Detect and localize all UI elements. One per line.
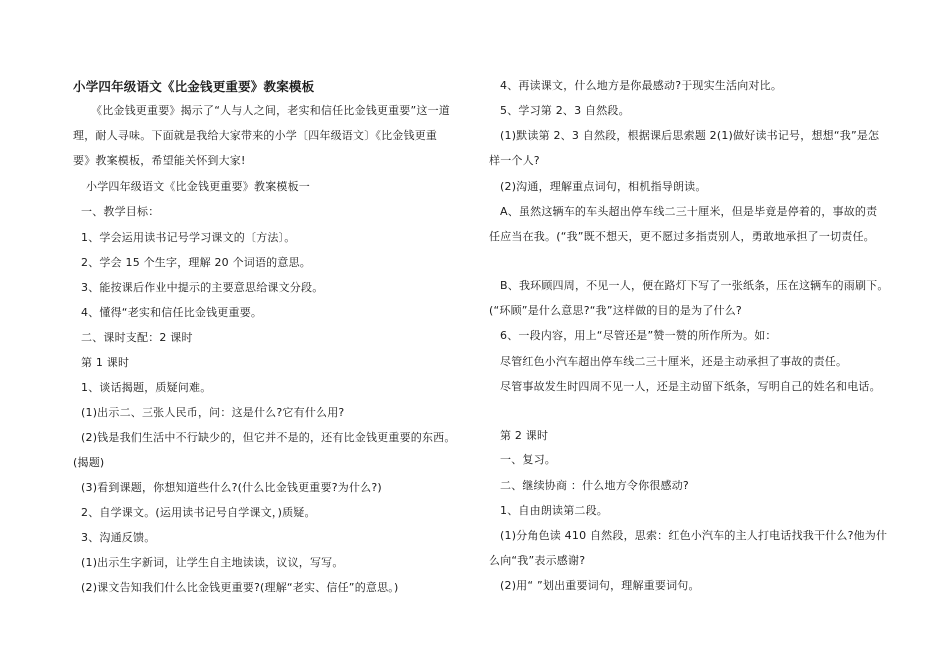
paragraph-line: (2)用“ ”划出重要词句，理解重要词句。 bbox=[500, 579, 700, 592]
paragraph-line: (1)出示二、三张人民币，问：这是什么?它有什么用? bbox=[81, 406, 345, 419]
paragraph-line: 一、教学目标： bbox=[81, 205, 160, 218]
paragraph-line: 1、谈话揭题，质疑问难。 bbox=[81, 381, 212, 394]
paragraph-line: 5、学习第 2、3 自然段。 bbox=[500, 104, 630, 117]
paragraph-line: 二、继续协商 ：什么地方令你很感动? bbox=[500, 479, 689, 492]
paragraph-line: 3、能按课后作业中提示的主要意思给课文分段。 bbox=[81, 281, 324, 294]
paragraph-line: 一、复习。 bbox=[500, 453, 556, 466]
paragraph-line: 4、懂得“老实和信任比金钱更重要。 bbox=[81, 306, 263, 319]
paragraph-line: (1)分角色读 410 自然段，思索：红色小汽车的主人打电话找我干什么?他为什 bbox=[500, 529, 888, 542]
paragraph-line: A、虽然这辆车的车头超出停车线二三十厘米，但是毕竟是停着的，事故的责 bbox=[500, 205, 878, 218]
paragraph-line: 样一个人? bbox=[489, 154, 540, 167]
section-heading: 小学四年级语文《比金钱更重要》教案模板一 bbox=[86, 180, 310, 193]
paragraph-line: 要》教案模板，希望能关怀到大家! bbox=[73, 154, 246, 167]
paragraph-line: 6、一段内容，用上“尽管还是”赞一赞的所作所为。如： bbox=[500, 329, 777, 342]
paragraph-line: 尽管红色小汽车超出停车线二三十厘米，还是主动承担了事故的责任。 bbox=[500, 355, 848, 368]
paragraph-line: 么向“我”表示感谢? bbox=[489, 554, 586, 567]
paragraph-line: (1)默读第 2、3 自然段，根据课后思索题 2(1)做好读书记号，想想“我”是怎 bbox=[500, 129, 880, 142]
paragraph-line: (2)沟通，理解重点词句，相机指导朗读。 bbox=[500, 180, 707, 193]
section-heading: 第 2 课时 bbox=[500, 429, 549, 442]
paragraph-line: 二、课时支配：2 课时 bbox=[81, 331, 193, 344]
document-title: 小学四年级语文《比金钱更重要》教案模板 bbox=[73, 79, 315, 94]
paragraph-line: (“环顾”是什么意思?“我”这样做的目的是为了什么? bbox=[489, 304, 742, 317]
paragraph-line: 理，耐人寻味。下面就是我给大家带来的小学〔四年级语文〕《比金钱更重 bbox=[73, 129, 438, 142]
paragraph-line: 1、自由朗读第二段。 bbox=[500, 504, 608, 517]
paragraph-line: 第 1 课时 bbox=[81, 356, 130, 369]
paragraph-line: (2)课文告知我们什么比金钱更重要?(理解“老实、信任”的意思。) bbox=[81, 581, 399, 594]
paragraph-line: 任应当在我。(“我”既不想天，更不愿过多指责别人，勇敢地承担了一切责任。 bbox=[489, 230, 875, 243]
paragraph-line: 4、再读课文，什么地方是你最感动?于现实生活向对比。 bbox=[500, 79, 783, 92]
paragraph-line: (揭题) bbox=[73, 456, 105, 469]
paragraph-line: (3)看到课题，你想知道些什么?(什么比金钱更重要?为什么?) bbox=[81, 481, 382, 494]
paragraph-line: B、我环顾四周，不见一人，便在路灯下写了一张纸条，压在这辆车的雨刷下。 bbox=[500, 279, 889, 292]
paragraph-line: 1、学会运用读书记号学习课文的〔方法〕。 bbox=[81, 231, 296, 244]
paragraph-line: 3、沟通反馈。 bbox=[81, 531, 156, 544]
paragraph-line: 《比金钱更重要》揭示了“人与人之间，老实和信任比金钱更重要”这一道 bbox=[91, 104, 450, 117]
paragraph-line: (2)钱是我们生活中不行缺少的，但它并不是的，还有比金钱更重要的东西。 bbox=[81, 431, 456, 444]
paragraph-line: 2、学会 15 个生字，理解 20 个词语的意思。 bbox=[81, 256, 311, 269]
paragraph-line: (1)出示生字新词，让学生自主地读读，议议，写写。 bbox=[81, 556, 344, 569]
paragraph-line: 2、自学课文。(运用读书记号自学课文，)质疑。 bbox=[81, 506, 316, 519]
paragraph-line: 尽管事故发生时四周不见一人，还是主动留下纸条，写明自己的姓名和电话。 bbox=[500, 380, 881, 393]
